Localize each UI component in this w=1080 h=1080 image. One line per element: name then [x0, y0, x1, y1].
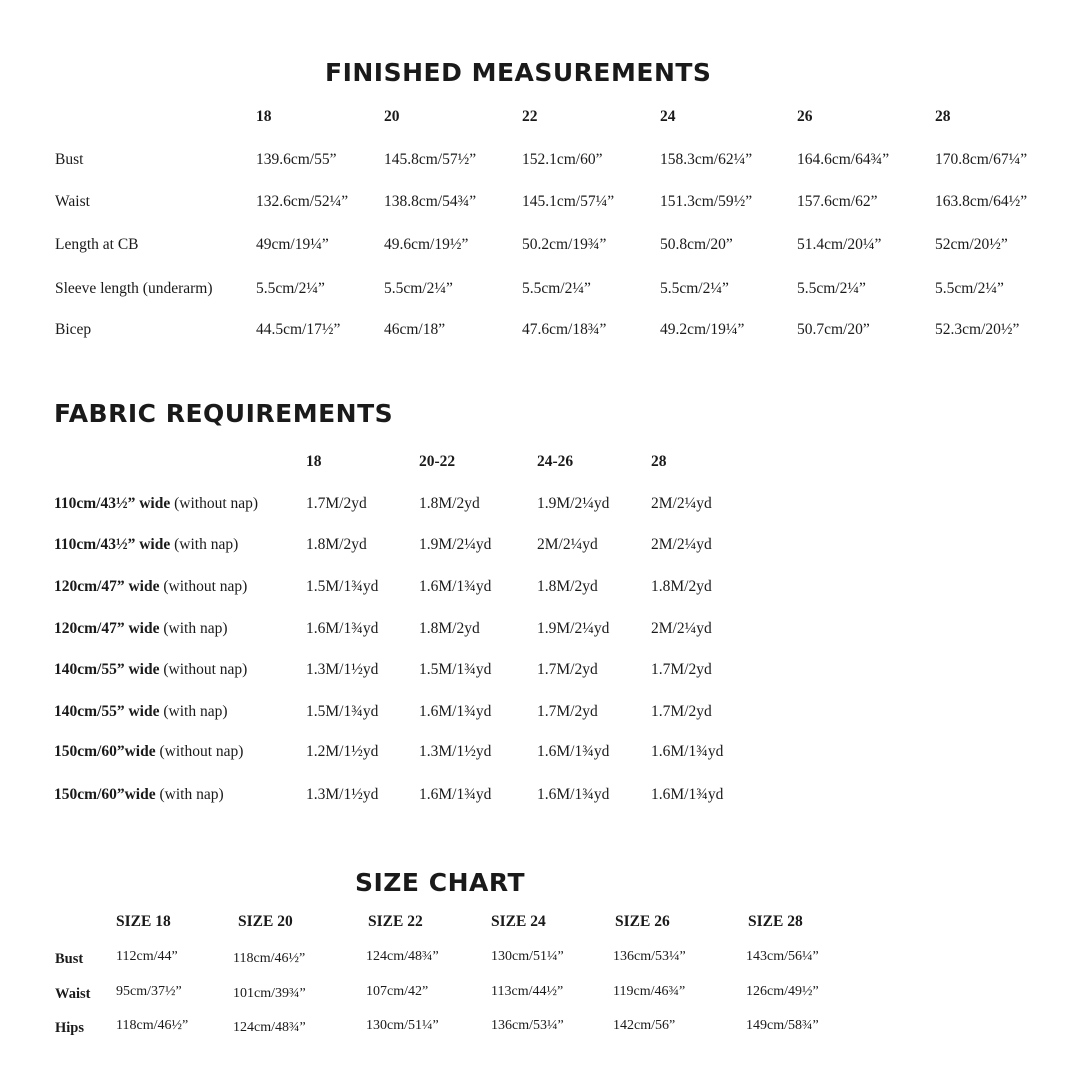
fm-cell: 157.6cm/62”	[797, 193, 878, 210]
fm-cell: 46cm/18”	[384, 321, 446, 338]
fm-cell: 50.8cm/20”	[660, 236, 733, 253]
fr-cell: 1.6M/1¾yd	[419, 703, 492, 720]
sc-size-header: SIZE 26	[615, 913, 670, 930]
size-chart-title: SIZE CHART	[355, 868, 526, 897]
fm-cell: 49.2cm/19¼”	[660, 321, 745, 338]
sc-size-header: SIZE 24	[491, 913, 546, 930]
sc-cell: 149cm/58¾”	[746, 1018, 819, 1033]
sc-cell: 126cm/49½”	[746, 984, 819, 999]
sc-row-label: Waist	[55, 986, 91, 1002]
fm-cell: 132.6cm/52¼”	[256, 193, 349, 210]
fr-width: 110cm/43½” wide	[54, 536, 171, 553]
sc-cell: 95cm/37½”	[116, 984, 182, 999]
fm-cell: 5.5cm/2¼”	[935, 280, 1004, 297]
sc-size-header: SIZE 20	[238, 913, 293, 930]
fr-width: 120cm/47” wide	[54, 620, 160, 637]
fm-cell: 158.3cm/62¼”	[660, 151, 753, 168]
sc-cell: 143cm/56¼”	[746, 949, 819, 964]
fr-row-label	[54, 703, 228, 721]
fm-size-header: 28	[935, 108, 951, 125]
fr-width: 150cm/60”wide	[54, 743, 156, 760]
fr-cell: 1.9M/2¼yd	[419, 536, 492, 553]
sc-size-header: SIZE 18	[116, 913, 171, 930]
fr-row-label	[54, 743, 243, 761]
fm-cell: 5.5cm/2¼”	[522, 280, 591, 297]
fr-size-header: 28	[651, 453, 667, 470]
sc-cell: 118cm/46½”	[233, 951, 306, 966]
fr-cell: 1.3M/1½yd	[306, 661, 379, 678]
fr-cell: 1.2M/1½yd	[306, 743, 379, 760]
fm-cell: 164.6cm/64¾”	[797, 151, 890, 168]
fr-row-label	[54, 536, 238, 554]
fr-nap: (without nap)	[163, 661, 248, 678]
fm-cell: 47.6cm/18¾”	[522, 321, 607, 338]
fr-cell: 2M/2¼yd	[651, 536, 712, 553]
fr-nap: (with nap)	[163, 620, 228, 637]
fm-cell: 49.6cm/19½”	[384, 236, 469, 253]
fr-cell: 1.5M/1¾yd	[419, 661, 492, 678]
fr-cell: 1.6M/1¾yd	[537, 786, 610, 803]
fr-cell: 1.6M/1¾yd	[306, 620, 379, 637]
sc-cell: 113cm/44½”	[491, 984, 564, 999]
fm-cell: 170.8cm/67¼”	[935, 151, 1028, 168]
fr-cell: 1.8M/2yd	[419, 495, 480, 512]
sc-cell: 130cm/51¼”	[366, 1018, 439, 1033]
fm-cell: 44.5cm/17½”	[256, 321, 341, 338]
fr-cell: 1.8M/2yd	[306, 536, 367, 553]
finished-measurements-title: FINISHED MEASUREMENTS	[325, 58, 712, 87]
sc-cell: 124cm/48¾”	[366, 949, 439, 964]
fm-cell: 49cm/19¼”	[256, 236, 329, 253]
fm-cell: 139.6cm/55”	[256, 151, 337, 168]
fm-row-label: Sleeve length (underarm)	[55, 280, 213, 297]
fm-row-label: Length at CB	[55, 236, 139, 253]
sc-cell: 112cm/44”	[116, 949, 178, 964]
fr-cell: 1.7M/2yd	[537, 703, 598, 720]
sc-cell: 107cm/42”	[366, 984, 429, 999]
fr-nap: (with nap)	[174, 536, 239, 553]
fr-size-header: 24-26	[537, 453, 574, 470]
fr-nap: (with nap)	[159, 786, 224, 803]
fabric-requirements-title: FABRIC REQUIREMENTS	[54, 399, 394, 428]
fr-cell: 2M/2¼yd	[651, 495, 712, 512]
fm-row-label: Bust	[55, 151, 84, 168]
fm-cell: 145.1cm/57¼”	[522, 193, 615, 210]
fr-cell: 1.6M/1¾yd	[651, 743, 724, 760]
fr-cell: 1.5M/1¾yd	[306, 703, 379, 720]
fr-cell: 2M/2¼yd	[537, 536, 598, 553]
fm-cell: 152.1cm/60”	[522, 151, 603, 168]
fm-cell: 5.5cm/2¼”	[660, 280, 729, 297]
fr-cell: 1.9M/2¼yd	[537, 620, 610, 637]
fr-cell: 1.6M/1¾yd	[651, 786, 724, 803]
sc-cell: 136cm/53¼”	[613, 949, 686, 964]
fr-row-label	[54, 620, 228, 638]
fr-cell: 1.8M/2yd	[537, 578, 598, 595]
sc-size-header: SIZE 22	[368, 913, 423, 930]
fr-width: 140cm/55” wide	[54, 703, 160, 720]
fm-cell: 5.5cm/2¼”	[256, 280, 325, 297]
sc-cell: 136cm/53¼”	[491, 1018, 564, 1033]
sc-cell: 101cm/39¾”	[233, 986, 306, 1001]
sc-cell: 142cm/56”	[613, 1018, 676, 1033]
fm-cell: 5.5cm/2¼”	[797, 280, 866, 297]
fm-cell: 52.3cm/20½”	[935, 321, 1020, 338]
fr-cell: 1.6M/1¾yd	[537, 743, 610, 760]
fm-cell: 50.2cm/19¾”	[522, 236, 607, 253]
fm-cell: 52cm/20½”	[935, 236, 1008, 253]
fr-nap: (without nap)	[159, 743, 244, 760]
fr-nap: (without nap)	[174, 495, 259, 512]
fr-cell: 1.3M/1½yd	[306, 786, 379, 803]
fm-cell: 5.5cm/2¼”	[384, 280, 453, 297]
fr-width: 150cm/60”wide	[54, 786, 156, 803]
fr-cell: 1.3M/1½yd	[419, 743, 492, 760]
fm-cell: 138.8cm/54¾”	[384, 193, 477, 210]
fr-row-label	[54, 495, 258, 513]
fr-cell: 1.7M/2yd	[651, 703, 712, 720]
fr-cell: 1.8M/2yd	[651, 578, 712, 595]
fr-cell: 1.8M/2yd	[419, 620, 480, 637]
fm-row-label: Bicep	[55, 321, 92, 338]
fm-cell: 145.8cm/57½”	[384, 151, 477, 168]
sc-cell: 124cm/48¾”	[233, 1020, 306, 1035]
fr-row-label	[54, 786, 224, 804]
fm-cell: 50.7cm/20”	[797, 321, 870, 338]
sc-cell: 130cm/51¼”	[491, 949, 564, 964]
sc-row-label: Bust	[55, 951, 84, 967]
fm-size-header: 22	[522, 108, 538, 125]
fr-row-label	[54, 578, 247, 596]
fr-nap: (with nap)	[163, 703, 228, 720]
fm-size-header: 20	[384, 108, 400, 125]
sc-cell: 119cm/46¾”	[613, 984, 686, 999]
fr-size-header: 18	[306, 453, 322, 470]
fm-size-header: 24	[660, 108, 676, 125]
fr-width: 120cm/47” wide	[54, 578, 160, 595]
fr-cell: 1.6M/1¾yd	[419, 786, 492, 803]
fr-width: 110cm/43½” wide	[54, 495, 171, 512]
fr-nap: (without nap)	[163, 578, 248, 595]
fm-cell: 51.4cm/20¼”	[797, 236, 882, 253]
fr-cell: 2M/2¼yd	[651, 620, 712, 637]
fm-row-label: Waist	[55, 193, 90, 210]
fr-cell: 1.7M/2yd	[306, 495, 367, 512]
fr-cell: 1.9M/2¼yd	[537, 495, 610, 512]
fm-size-header: 18	[256, 108, 272, 125]
fr-cell: 1.7M/2yd	[537, 661, 598, 678]
fm-cell: 163.8cm/64½”	[935, 193, 1028, 210]
fr-cell: 1.5M/1¾yd	[306, 578, 379, 595]
fm-cell: 151.3cm/59½”	[660, 193, 753, 210]
fr-width: 140cm/55” wide	[54, 661, 160, 678]
sc-size-header: SIZE 28	[748, 913, 803, 930]
sc-cell: 118cm/46½”	[116, 1018, 189, 1033]
fm-size-header: 26	[797, 108, 813, 125]
sc-row-label: Hips	[55, 1020, 85, 1036]
fr-cell: 1.6M/1¾yd	[419, 578, 492, 595]
fr-cell: 1.7M/2yd	[651, 661, 712, 678]
fr-row-label	[54, 661, 247, 679]
fr-size-header: 20-22	[419, 453, 456, 470]
